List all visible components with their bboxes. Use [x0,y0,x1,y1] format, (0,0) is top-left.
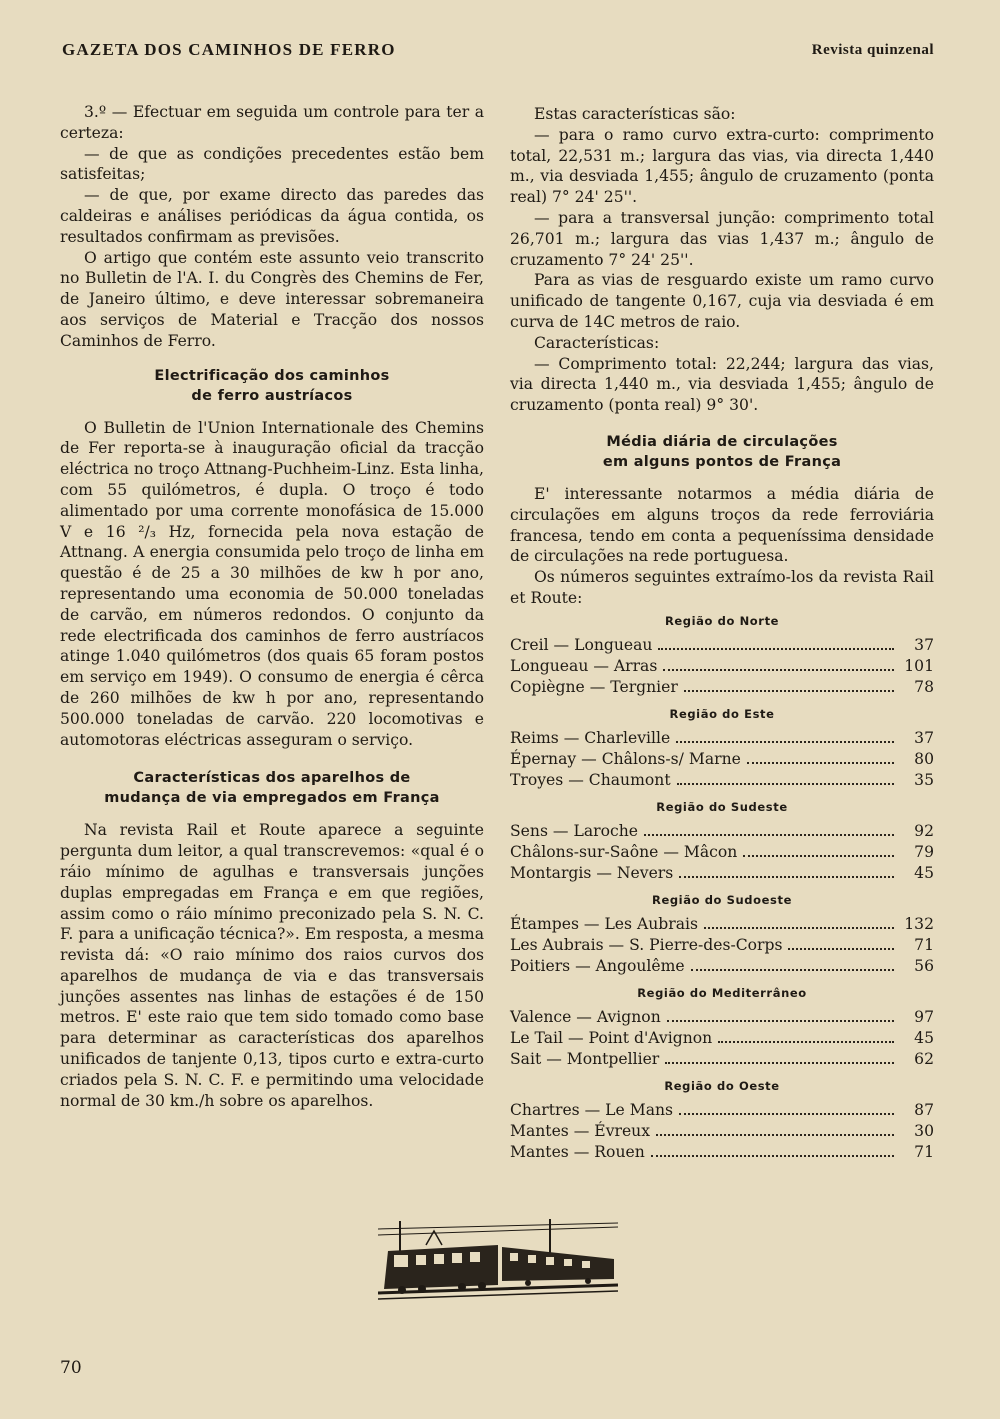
route-row [510,749,934,770]
paragraph: — para o ramo curvo extra-curto: comprimento total, 22,531 m.; largura das vias, via directa 1,440 m., via desviada 1,455; ângulo de cruzamento (ponta real) 7° 24' 25''. [510,125,934,207]
heading-line: mudança de via empregados em França [104,790,440,807]
circulation-table [510,611,934,1163]
paragraph: Os números seguintes extraímo-los da revista Rail et Route: [510,568,934,607]
section-heading [510,432,934,472]
dot-leader [644,834,894,836]
route-row [510,1100,934,1121]
paragraph: Para as vias de resguardo existe um ramo curvo unificado de tangente 0,167, cuja via desviada é em curva de 14C metros de raio. [510,271,934,331]
route-name: Troyes — Chaumont [510,770,671,789]
route-row [510,1142,934,1163]
route-value: 45 [914,863,934,882]
route-row [510,677,934,698]
route-value: 35 [914,770,934,789]
paragraph: — Comprimento total: 22,244; largura das vias, via directa 1,440 m., via desviada 1,455; ângulo de cruzamento (ponta real) 9° 30'. [510,354,934,415]
route-name: Chartres — Le Mans [510,1100,674,1119]
region-block [510,890,934,977]
route-value: 45 [914,1028,934,1047]
heading-line: Média diária de circulações [606,433,838,450]
route-value: 62 [914,1049,934,1068]
route-value: 132 [904,914,934,933]
dot-leader [747,762,894,764]
paragraph: O Bulletin de l'Union Internationale des Chemins de Fer reporta-se à inauguração oficial da tracção eléctrica no troço Attnang-Puchheim-Linz. Esta linha, com 55 quilómetros, é dupla. O troço é todo alimentado por uma corrente monofásica de 15.000 V e 16 ²/₃ Hz, fornecida pela nova estação de Attnang. A energia consumida pelo troço de linha em questão é de 25 a 30 milhões de kw h por ano, representando uma economia de 50.000 toneladas de carvão, em números redondos. O conjunto da rede electrificada dos caminhos de ferro austríacos atinge 1.040 quilómetros (dos quais 65 foram postos em serviço em 1949). O consumo de energia é cêrca de 260 milhões de kw h por ano, representando 500.000 toneladas de carvão. 220 locomotivas e automotoras eléctricas asseguram o serviço. [60,418,484,749]
route-name: Sait — Montpellier [510,1049,660,1068]
route-row [510,1121,934,1142]
region-heading: Região do Sudoeste [652,892,792,907]
paragraph: Estas características são: [534,105,736,123]
heading-line: Características dos aparelhos de [133,770,411,787]
region-heading: Região do Este [669,706,775,721]
route-value: 101 [904,656,934,675]
dot-leader [663,669,894,671]
route-row [510,728,934,749]
region-block [510,983,934,1070]
dot-leader [667,1020,894,1022]
route-value: 78 [914,677,934,696]
region-block [510,611,934,698]
route-row [510,770,934,791]
route-name: Montargis — Nevers [510,863,674,882]
paragraph: — para a transversal junção: comprimento total 26,701 m.; largura das vias 1,437 m.; ângulo de cruzamento 7° 24' 25''. [510,208,934,269]
journal-subtitle: Revista quinzenal [811,42,934,58]
route-name: Le Tail — Point d'Avignon [510,1028,713,1047]
dot-leader [658,648,894,650]
region-block [510,1076,934,1163]
dot-leader [684,690,894,692]
region-heading: Região do Sudeste [656,799,788,814]
dot-leader [677,783,894,785]
route-name: Reims — Charleville [510,728,671,747]
region-heading: Região do Oeste [664,1078,780,1093]
paragraph: Na revista Rail et Route aparece a seguinte pergunta dum leitor, a qual transcrevemos: «qual é o ráio mínimo de agulhas e transversais junções duplas empregadas em França e em que regiões, assim como o ráio mínimo preconizado pela S. N. C. F. para a unificação técnica?». Em resposta, a mesma revista dá: «O raio mínimo dos raios curvos dos aparelhos de mudança de via e das transversais junções assentes nas linhas de estações é de 150 metros. E' este raio que tem sido tomado como base para determinar as características dos aparelhos unificados de tanjente 0,13, tipos curto e extra-curto criados pela S. N. C. F. e permitindo uma velocidade normal de 30 km./h sobre os aparelhos. [60,821,484,1110]
paragraph: 3.º — Efectuar em seguida um controle para ter a certeza: [60,103,484,142]
route-row [510,821,934,842]
dot-leader [679,876,894,878]
route-name: Poitiers — Angoulême [510,956,685,975]
heading-line: Electrificação dos caminhos [154,367,390,384]
route-row [510,863,934,884]
right-column [510,104,934,1169]
route-value: 80 [914,749,934,768]
route-row [510,656,934,677]
route-row [510,1007,934,1028]
route-value: 37 [914,635,934,654]
dot-leader [676,741,894,743]
dot-leader [665,1062,894,1064]
route-value: 56 [914,956,934,975]
route-name: Étampes — Les Aubrais [510,914,699,933]
paragraph: E' interessante notarmos a média diária de circulações em alguns troços da rede ferroviária francesa, tendo em conta a pequeníssima densidade de circulações na rede portuguesa. [510,484,934,566]
heading-line: em alguns pontos de França [602,453,842,470]
section-heading [60,366,484,406]
route-value: 37 [914,728,934,747]
route-value: 30 [914,1121,934,1140]
region-heading: Região do Mediterrâneo [637,985,807,1000]
route-name: Copiègne — Tergnier [510,677,678,696]
route-name: Valence — Avignon [510,1007,661,1026]
route-row [510,1049,934,1070]
region-block [510,797,934,884]
route-row [510,1028,934,1049]
route-name: Mantes — Rouen [510,1142,645,1161]
dot-leader [743,855,894,857]
route-value: 87 [914,1100,934,1119]
region-heading: Região do Norte [664,613,780,628]
dot-leader [679,1113,894,1115]
route-name: Épernay — Châlons-s/ Marne [510,749,741,768]
route-value: 92 [914,821,934,840]
paragraph: — de que as condições precedentes estão bem satisfeitas; [60,144,484,184]
dot-leader [656,1134,894,1136]
route-value: 71 [914,935,934,954]
heading-line: de ferro austríacos [191,387,353,404]
route-name: Les Aubrais — S. Pierre-des-Corps [510,935,783,954]
route-name: Creil — Longueau [510,635,653,654]
page-number: 70 [60,1358,82,1378]
route-value: 71 [914,1142,934,1161]
route-row [510,956,934,977]
region-block [510,704,934,791]
dot-leader [691,969,894,971]
route-name: Longueau — Arras [510,656,658,675]
paragraph: — de que, por exame directo das paredes das caldeiras e análises periódicas da água contida, os resultados confirmam as previsões. [60,186,484,246]
left-column [60,102,484,1111]
dot-leader [718,1041,894,1043]
dot-leader [651,1155,894,1157]
route-name: Sens — Laroche [510,821,638,840]
paragraph: O artigo que contém este assunto veio transcrito no Bulletin de l'A. I. du Congrès des Chemins de Fer, de Janeiro último, e deve interessar sobremaneira aos serviços de Material e Tracção dos nossos Caminhos de Ferro. [60,248,484,350]
route-row [510,842,934,863]
paragraph: Características: [534,333,660,352]
route-name: Châlons-sur-Saône — Mâcon [510,842,738,861]
route-value: 97 [914,1007,934,1026]
route-row [510,914,934,935]
route-row [510,935,934,956]
route-name: Mantes — Évreux [510,1121,651,1140]
route-value: 79 [914,842,934,861]
section-heading [60,768,484,808]
route-row [510,635,934,656]
dot-leader [788,948,894,950]
electric-train-icon [378,1215,618,1309]
journal-title: GAZETA DOS CAMINHOS DE FERRO [62,40,396,59]
dot-leader [704,927,894,929]
